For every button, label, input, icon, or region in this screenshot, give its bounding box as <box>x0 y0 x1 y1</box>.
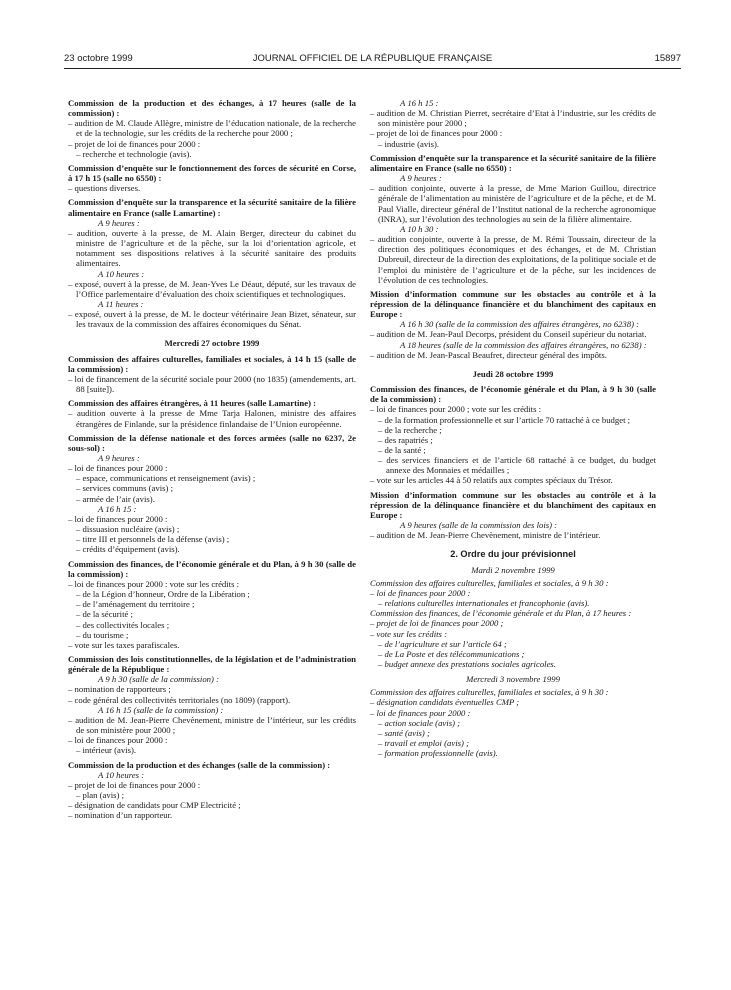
section-heading: Commission des affaires culturelles, familiales et sociales, à 14 h 15 (salle de la commission) : <box>68 353 356 374</box>
left-column <box>68 98 356 820</box>
section-heading: Commission de la production et des échanges (salle de la commission) : <box>68 759 331 770</box>
list-item: – questions diverses. <box>68 183 141 194</box>
sub-list-item: – des collectivités locales ; <box>76 619 170 630</box>
sub-list-item: – formation professionnelle (avis). <box>378 748 498 759</box>
list-item: – vote sur les taxes parafiscales. <box>68 639 180 650</box>
list-item: – désignation de candidats pour CMP Electricité ; <box>68 800 241 811</box>
sub-list-item: – de la santé ; <box>378 445 426 455</box>
sub-list-item: – relations culturelles internationales et francophonie (avis). <box>378 598 590 609</box>
date-heading: Mercredi 27 octobre 1999 <box>164 338 260 349</box>
date-heading: Jeudi 28 octobre 1999 <box>472 368 554 379</box>
sub-list-item: – action sociale (avis) ; <box>378 717 461 728</box>
list-item: – audition, ouverte à la presse, de M. Alain Berger, directeur du cabinet du ministre de l’agriculture et de la pêche, sur la loi d’orientation agricole, et notamment ses dispositions relatives à la sécurité sanitaire des produits alimentaires. <box>68 227 356 269</box>
time-slot: A 9 h 30 (salle de la commission) : <box>98 674 219 685</box>
list-item: – audition conjointe, ouverte à la presse, de M. Rémi Toussain, directeur de la direction des politiques économiques et des échanges, et de M. Christian Dubreuil, directeur de la direction des exploitations, de la politique sociale et de l’emploi du ministère de l’agriculture et de la pêche, sur les incidences de l’évolution de ces technologies. <box>370 234 656 285</box>
list-item: – loi de finances pour 2000 : <box>68 513 168 524</box>
section-heading: Commission des finances, de l’économie générale et du Plan, à 9 h 30 (salle de la commission) : <box>68 558 356 579</box>
sub-list-item: – des rapatriés ; <box>378 434 433 445</box>
sub-list-item: – espace, communications et renseignement (avis) ; <box>76 473 256 484</box>
list-item: – projet de loi de finances pour 2000 : <box>68 779 201 790</box>
list-item: – loi de finances pour 2000 : <box>68 463 168 474</box>
list-item: – audition de M. Jean-Paul Decorps, président du Conseil supérieur du notariat. <box>370 329 647 340</box>
section-title: 2. Ordre du jour prévisionnel <box>450 549 576 560</box>
list-item: – nomination d’un rapporteur. <box>68 810 173 821</box>
list-item: – audition de M. Jean-Pierre Chevènement, ministre de l’intérieur. <box>370 530 601 541</box>
list-item: – exposé, ouvert à la presse, de M. Jean-Yves Le Déaut, député, sur les travaux de l’Office parlementaire d’évaluation des choix scientifiques et technologiques. <box>68 278 356 299</box>
list-item: – nomination de rapporteurs ; <box>68 684 171 695</box>
list-item: – projet de loi de finances pour 2000 : <box>370 128 503 139</box>
time-slot: A 11 heures : <box>98 298 144 309</box>
section-heading: Commission d’enquête sur la transparence et la sécurité sanitaire de la filière alimentaire en France (salle no 6550) : <box>370 152 656 173</box>
time-slot: A 10 heures : <box>98 268 145 279</box>
section-heading: Mission d’information commune sur les obstacles au contrôle et à la répression de la délinquance financière et du blanchiment des capitaux en Europe : <box>370 288 656 320</box>
sub-list-item: – budget annexe des prestations sociales agricoles. <box>378 658 556 669</box>
section-heading: Mission d’information commune sur les obstacles au contrôle et à la répression de la délinquance financière et du blanchiment des capitaux en Europe : <box>370 489 656 520</box>
section-heading: Commission des finances, de l’économie générale et du Plan, à 17 heures : <box>370 608 632 619</box>
time-slot: A 16 h 15 : <box>400 98 439 108</box>
list-item: – audition de M. Jean-Pierre Chevènement, ministre de l’intérieur, sur les crédits de son ministère pour 2000 ; <box>68 714 356 736</box>
time-slot: A 16 h 15 : <box>98 503 137 514</box>
journal-title: JOURNAL OFFICIEL DE LA RÉPUBLIQUE FRANÇAISE <box>252 53 493 64</box>
list-item: – désignation candidats éventuelles CMP ; <box>370 697 520 708</box>
section-heading: Commission des finances, de l’économie générale et du Plan, à 9 h 30 (salle de la commission) : <box>370 384 656 405</box>
section-heading: Commission d’enquête sur la transparence et la sécurité sanitaire de la filière alimentaire en France (salle Lamartine) : <box>68 197 356 218</box>
sub-list-item: – services communs (avis) ; <box>76 483 173 494</box>
sub-list-item: – dissuasion nucléaire (avis) ; <box>76 524 180 535</box>
list-item: – audition de M. Christian Pierret, secrétaire d’Etat à l’industrie, sur les crédits de son ministère pour 2000 ; <box>370 108 656 129</box>
sub-list-item: – du tourisme ; <box>76 629 129 640</box>
list-item: – loi de finances pour 2000 : <box>370 587 471 598</box>
sub-list-item: – de l’aménagement du territoire ; <box>76 599 195 610</box>
sub-list-item: – travail et emploi (avis) ; <box>378 738 469 749</box>
sub-list-item: – crédits d’équipement (avis). <box>76 544 180 555</box>
section-heading: Commission des affaires culturelles, familiales et sociales, à 9 h 30 : <box>370 577 609 588</box>
sub-list-item: – santé (avis) ; <box>378 727 430 738</box>
sub-list-item: – de la formation professionnelle et sur l’article 70 rattaché à ce budget ; <box>378 414 631 425</box>
time-slot: A 10 h 30 : <box>400 223 439 234</box>
date-heading: Mercredi 3 novembre 1999 <box>466 674 560 685</box>
section-heading: Commission d’enquête sur le fonctionnement des forces de sécurité en Corse, à 17 h 15 (salle no 6550) : <box>68 162 356 184</box>
list-item: – vote sur les articles 44 à 50 relatifs aux comptes spéciaux du Trésor. <box>370 475 613 486</box>
list-item: – projet de loi de finances pour 2000 ; <box>370 618 504 629</box>
right-column <box>370 98 656 758</box>
time-slot: A 9 heures : <box>400 173 442 184</box>
sub-list-item: – intérieur (avis). <box>76 745 137 756</box>
list-item: – audition conjointe, ouverte à la presse, de Mme Marion Guillou, directrice générale de l’alimentation au ministère de l’agriculture et de la pêche, et de M. Paul Vialle, directeur général de l’Institut national de la recherche agronomique (INRA), sur l’évolution des technologies au sein de la filière alimentaire. <box>370 183 656 224</box>
date-heading: Mardi 2 novembre 1999 <box>471 564 555 575</box>
header-rule <box>64 68 681 69</box>
sub-list-item: – titre III et personnels de la défense (avis) ; <box>76 534 230 545</box>
time-slot: A 16 h 15 (salle de la commission) : <box>98 704 224 715</box>
time-slot: A 18 heures (salle de la commission des affaires étrangères, no 6238) : <box>400 339 647 350</box>
page-header <box>64 53 681 67</box>
sub-list-item: – plan (avis) ; <box>76 790 125 800</box>
sub-list-item: – de la recherche ; <box>378 424 442 435</box>
section-heading: Commission des affaires culturelles, familiales et sociales, à 9 h 30 : <box>370 687 609 698</box>
sub-list-item: – armée de l’air (avis). <box>76 493 155 504</box>
list-item: – loi de financement de la sécurité sociale pour 2000 (no 1835) (amendements, art. 88 [suite]). <box>68 373 356 395</box>
time-slot: A 10 heures : <box>98 769 145 780</box>
list-item: – loi de finances pour 2000 ; vote sur les crédits : <box>370 404 542 415</box>
list-item: – vote sur les crédits : <box>370 628 447 639</box>
list-item: – exposé, ouvert à la presse, de M. le docteur vétérinaire Jean Bizet, sénateur, sur les travaux de la commission des affaires économiques du Sénat. <box>68 309 356 330</box>
list-item: – audition de M. Claude Allègre, ministre de l’éducation nationale, de la recherche et de la technologie, sur les crédits de la recherche pour 2000 ; <box>68 118 356 139</box>
sub-list-item: – des services financiers et de l’article 68 rattaché à ce budget, du budget annexe des Monnaies et médailles ; <box>378 455 656 476</box>
sub-list-item: – recherche et technologie (avis). <box>76 148 192 159</box>
section-heading: Commission des affaires étrangères, à 11 heures (salle Lamartine) : <box>68 398 317 409</box>
sub-list-item: – de l’agriculture et sur l’article 64 ; <box>378 638 507 649</box>
header-date: 23 octobre 1999 <box>64 53 133 64</box>
section-heading: Commission des lois constitutionnelles, de la législation et de l’administration générale de la République : <box>68 653 356 675</box>
time-slot: A 16 h 30 (salle de la commission des affaires étrangères, no 6238) : <box>400 319 640 330</box>
list-item: – audition ouverte à la presse de Mme Tarja Halonen, ministre des affaires étrangères de Finlande, sur la présidence finlandaise de l’Union européenne. <box>68 408 356 429</box>
sub-list-item: – de La Poste et des télécommunications ; <box>378 648 525 659</box>
list-item: – loi de finances pour 2000 : <box>68 735 168 746</box>
list-item: – loi de finances pour 2000 : <box>370 707 471 718</box>
list-item: – code général des collectivités territoriales (no 1809) (rapport). <box>68 694 291 705</box>
sub-list-item: – industrie (avis). <box>378 138 440 149</box>
time-slot: A 9 heures (salle de la commission des lois) : <box>400 520 558 531</box>
page-number: 15897 <box>654 53 681 64</box>
section-heading: Commission de la production et des échanges, à 17 heures (salle de la commission) : <box>68 98 356 119</box>
list-item: – audition de M. Jean-Pascal Beaufret, directeur général des impôts. <box>370 349 607 360</box>
list-item: – loi de finances pour 2000 : vote sur les crédits : <box>68 578 240 589</box>
time-slot: A 9 heures : <box>98 453 140 463</box>
section-heading: Commission de la défense nationale et des forces armées (salle no 6237, 2e sous-sol) : <box>68 432 356 453</box>
sub-list-item: – de la sécurité ; <box>76 609 133 620</box>
sub-list-item: – de la Légion d’honneur, Ordre de la Libération ; <box>76 589 250 600</box>
list-item: – projet de loi de finances pour 2000 : <box>68 138 201 149</box>
time-slot: A 9 heures : <box>98 217 140 228</box>
